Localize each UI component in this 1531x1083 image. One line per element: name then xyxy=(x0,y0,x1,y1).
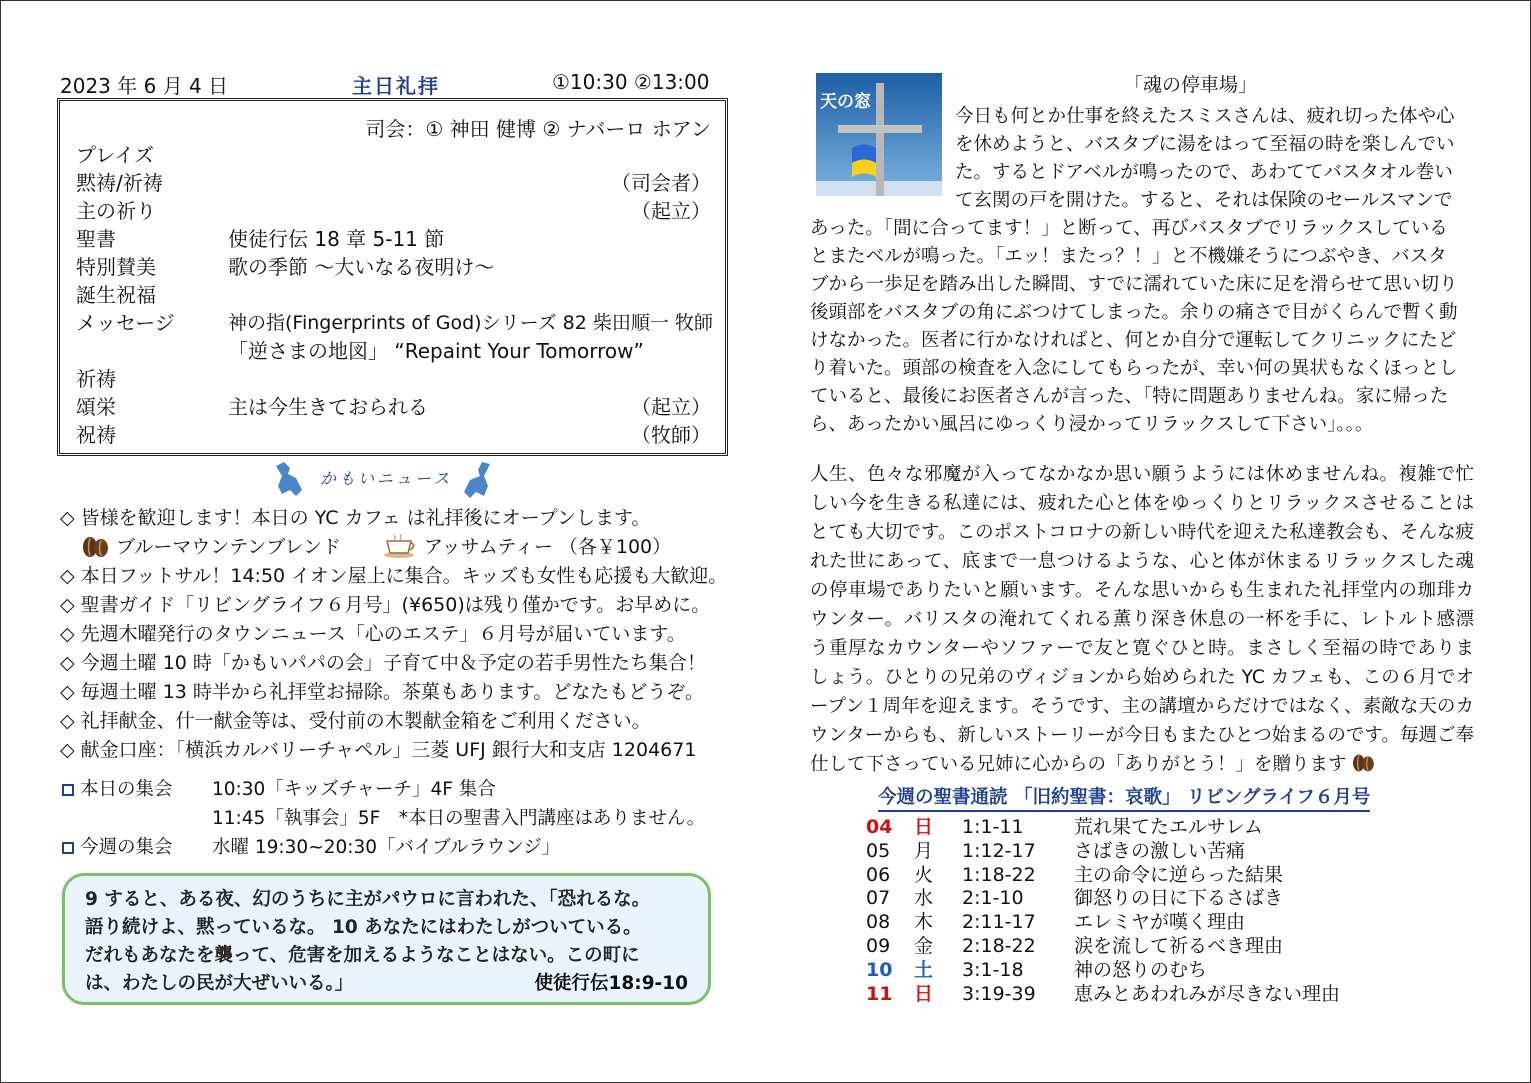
reading-day: 06 xyxy=(866,863,891,886)
column-line: けなかった。医者に行かなければと、何とか自分で運転してクリニックにたど xyxy=(810,330,1457,351)
column-line: あった。「間に合ってます！」と断って、再びバスタブでリラックスしている xyxy=(810,218,1448,239)
order-row: 祝祷 （牧師） xyxy=(76,423,711,447)
reading-ref: 2:1-10 xyxy=(962,887,1024,910)
reading-title: 恵みとあわれみが尽きない理由 xyxy=(1074,982,1341,1005)
reading-title: さばきの激しい苦痛 xyxy=(1074,839,1246,862)
service-times: ①10:30 ②13:00 xyxy=(552,70,710,94)
reading-ref: 2:18-22 xyxy=(962,935,1036,957)
column-line: とまたベルが鳴った。「エッ！またっ？！」と不機嫌そうにつぶやき、バスタ xyxy=(810,246,1447,267)
news-item: ◇ 献金口座：「横浜カルバリーチャペル」三菱 UFJ 銀行大和支店 1204671 xyxy=(60,739,697,761)
verse-text: 9 すると、ある夜、幻のうちに主がパウロに言われた、「恐れるな。 語り続けよ、黙っているな。 10 あなたにはわたしがついている。 だれもあなたを襲って、危害を加えるようなことはない。この町に は、わたしの民が大ぜいいる。」 xyxy=(85,889,651,994)
news-item: ブルーマウンテンブレンド xyxy=(116,536,342,558)
reading-wd: 日 xyxy=(914,982,934,1005)
coffee-beans-icon xyxy=(80,535,110,563)
column-title: 「魂の停車場」 xyxy=(1124,74,1258,96)
reading-ref: 3:19-39 xyxy=(962,982,1036,1005)
reading-day: 04 xyxy=(866,816,893,838)
reading-wd: 日 xyxy=(914,816,934,838)
reading-day: 08 xyxy=(866,911,891,934)
order-row: 祈祷 xyxy=(76,367,116,391)
column-line: 後頭部をバスタブの角にぶつけてしまった。余りの痛さで目がくらんで暫く動 xyxy=(810,302,1458,323)
news-item: ◇ 皆様を歓迎します！本日の YC カフェ は礼拝後にオープンします。 xyxy=(60,507,651,529)
reading-title: 御怒りの日に下るさばき xyxy=(1074,887,1284,910)
service-title: 主日礼拝 xyxy=(352,74,440,98)
column-line: ブから一歩足を踏み出した瞬間、すでに濡れていた床に足を滑らせて思い切り xyxy=(810,274,1458,295)
week-meetings-label: 今週の集会 xyxy=(62,835,173,861)
news-item: ◇ 礼拝献金、什一献金等は、受付前の木製献金箱をご利用ください。 xyxy=(60,710,651,732)
coffee-beans-icon xyxy=(1349,753,1377,773)
today-meeting-item: 11:45「執事会」5F *本日の聖書入門講座はありません。 xyxy=(212,808,706,829)
reading-wd: 木 xyxy=(914,911,934,934)
news-title: かもいニュース xyxy=(320,469,453,488)
reading-wd: 月 xyxy=(914,839,934,862)
news-item: アッサムティー （各￥100） xyxy=(424,536,672,558)
verse-reference: 使徒行伝18:9-10 xyxy=(534,973,688,994)
week-meeting-item: 水曜 19:30~20:30「バイブルラウンジ」 xyxy=(212,837,561,858)
reading-title: 涙を流して祈るべき理由 xyxy=(1074,935,1284,957)
order-row: メッセージ 神の指(Fingerprints of God)シリーズ 82 柴田順一 牧師 xyxy=(76,311,713,335)
column-paragraph-2: 人生、色々な邪魔が入ってなかなか思い願うようには休めませんね。複雑で忙しい今を生きる私達には、疲れた心と体をゆっくりとリラックスさせることはとても大切です。このポストコロナの新しい時代を迎えた私達教会も、そんな疲れた世にあって、底まで一息つけるような、心と体が休まるリラックスした魂の停車場でありたいと願います。そんな思いからも生まれた礼拝堂内の珈琲カウンター。バリスタの淹れてくれる薫り深き休息の一杯を手に、レトルト感漂う重厚なカウンターやソファーで友と寛ぐひと時。まさしく至福の時でありましょう。ひとりの兄弟のヴィジョンから始められた YC カフェも、この６月でオープン１周年を迎えます。そうです、主の講壇からだけではなく、素敵な天のカウンターからも、新しいストーリーが今日もまたひとつ始まるのです。毎週ご奉仕して下さっている兄姉に心からの「ありがとう！」を贈ります xyxy=(810,464,1474,775)
column-line: た。するとドアベルが鳴ったので、あわててバスタオル巻い xyxy=(955,162,1453,183)
order-row: 黙祷/祈祷 （司会者） xyxy=(76,171,711,195)
reading-day: 09 xyxy=(866,935,891,957)
reading-title: 主の命令に逆らった結果 xyxy=(1074,863,1284,886)
today-meetings-label: 本日の集会 xyxy=(62,777,173,803)
column-line: ら、あったかい風呂にゆっくり浸かってリラックスして下さい」。。。 xyxy=(810,414,1374,435)
reading-wd: 金 xyxy=(914,935,934,957)
column-line: り着いた。頭部の検査を入念にしてもらったが、幸い何の異状もなくほっとし xyxy=(810,358,1458,379)
reading-ref: 1:12-17 xyxy=(962,839,1036,862)
order-row: 聖書 使徒行伝 18 章 5-11 節 xyxy=(76,227,445,251)
tea-cup-icon xyxy=(383,533,419,563)
reading-title: 荒れ果てたエルサレム xyxy=(1074,816,1263,838)
reading-title: 神の怒りのむち xyxy=(1074,958,1208,981)
reading-day: 05 xyxy=(866,839,891,862)
reading-ref: 2:11-17 xyxy=(962,911,1036,934)
order-row: プレイズ xyxy=(76,143,154,167)
dog-icon xyxy=(272,460,306,502)
news-item: ◇ 毎週土曜 13 時半から礼拝堂お掃除。茶菓もあります。どなたもどうぞ。 xyxy=(60,681,705,703)
reading-ref: 3:1-18 xyxy=(962,958,1024,981)
verse-box xyxy=(62,873,711,1005)
reading-ref: 1:18-22 xyxy=(962,863,1036,886)
reading-day: 10 xyxy=(866,958,893,981)
reading-wd: 土 xyxy=(914,958,934,981)
reading-ref: 1:1-11 xyxy=(962,816,1024,838)
heaven-window-image xyxy=(816,73,942,196)
news-item: ◇ 先週木曜発行のタウンニュース「心のエステ」６月号が届いています。 xyxy=(60,623,686,645)
reading-wd: 水 xyxy=(914,887,934,910)
news-item: ◇ 聖書ガイド「リビングライフ６月号」(¥650)は残り僅かです。お早めに。 xyxy=(60,594,711,616)
order-row: 特別賛美 歌の季節 ～大いなる夜明け～ xyxy=(76,255,495,279)
order-row: 「逆さまの地図」 “Repaint Your Tomorrow” xyxy=(228,339,644,363)
today-meeting-item: 10:30「キッズチャーチ」4F 集合 xyxy=(212,779,496,800)
reading-title: 今週の聖書通読 「旧約聖書：哀歌」 リビングライフ６月号 xyxy=(878,786,1370,812)
presider: 司会：① 神田 健博 ② ナバーロ ホアン xyxy=(365,117,711,141)
column-line: ていると、最後にお医者さんが言った、「特に問題ありませんね。家に帰った xyxy=(810,386,1449,407)
reading-day: 11 xyxy=(866,982,893,1005)
news-item: ◇ 今週土曜 10 時「かもいパパの会」子育て中＆予定の若手男性たち集合！ xyxy=(60,652,706,674)
news-item: ◇ 本日フットサル！14:50 イオン屋上に集合。キッズも女性も応援も大歓迎。 xyxy=(60,565,728,587)
column-line: を休めようと、バスタブに湯をはって至福の時を楽しんでい xyxy=(955,134,1455,155)
reading-day: 07 xyxy=(866,887,891,910)
column-line: 今日も何とか仕事を終えたスミスさんは、疲れ切った体や心 xyxy=(955,106,1455,127)
column-line: て玄関の戸を開けた。すると、それは保険のセールスマンで xyxy=(955,190,1453,211)
order-row: 主の祈り （起立） xyxy=(76,199,711,223)
reading-wd: 火 xyxy=(914,863,934,886)
order-row: 誕生祝福 xyxy=(76,283,156,307)
dog-icon xyxy=(458,460,496,504)
order-of-service xyxy=(57,98,728,456)
reading-title: エレミヤが嘆く理由 xyxy=(1074,911,1246,934)
order-row: 頌栄 主は今生きておられる （起立） xyxy=(76,395,711,419)
column-badge: 天の窓 xyxy=(820,92,871,112)
service-date: 2023 年 6 月 4 日 xyxy=(60,74,229,98)
